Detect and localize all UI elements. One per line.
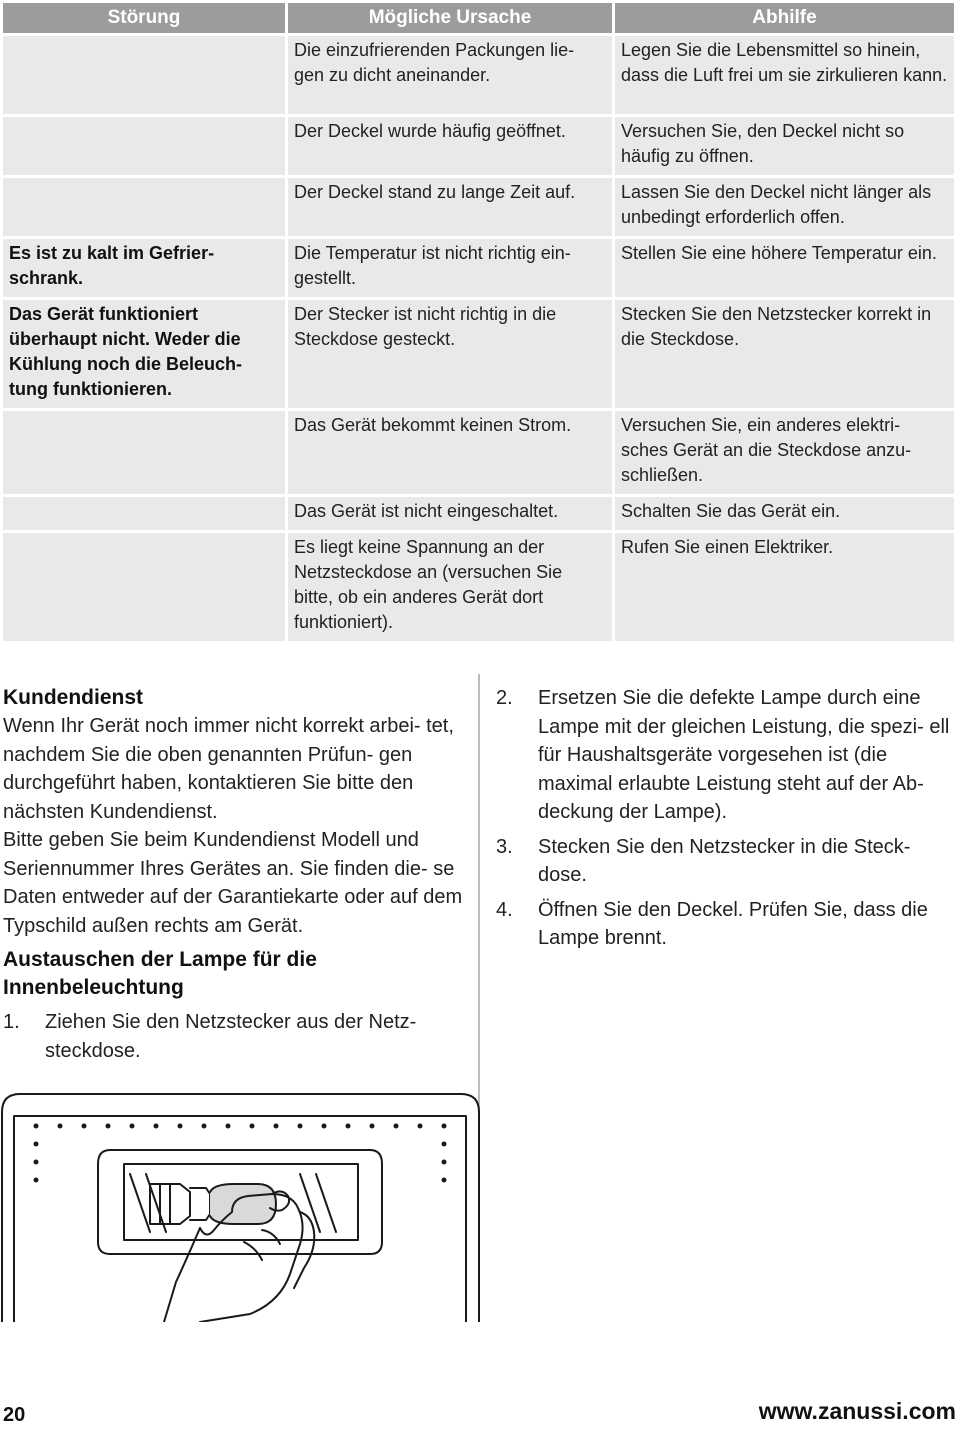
page-number: 20 [3, 1404, 26, 1426]
list-item-number: 2. [496, 687, 513, 709]
left-column [3, 684, 463, 1065]
list-item [496, 833, 956, 890]
cell-ursache: Die Temperatur ist nicht richtig ein- gestellt. [288, 239, 612, 297]
table-header-row [3, 3, 954, 33]
lampe-heading: Austauschen der Lampe für die Innenbeleuchtung [3, 948, 317, 999]
right-column [496, 684, 956, 959]
kundendienst-heading: Kundendienst [3, 686, 143, 709]
cell-ursache: Der Deckel stand zu lange Zeit auf. [288, 178, 612, 236]
cell-ursache: Das Gerät bekommt keinen Strom. [288, 411, 612, 494]
cell-stoerung: Es ist zu kalt im Gefrier- schrank. [3, 239, 285, 297]
table-row [3, 239, 954, 297]
cell-stoerung [3, 117, 285, 175]
cell-abhilfe: Stellen Sie eine höhere Temperatur ein. [615, 239, 954, 297]
cell-stoerung [3, 411, 285, 494]
cell-abhilfe: Rufen Sie einen Elektriker. [615, 533, 954, 641]
list-item-text: Ersetzen Sie die defekte Lampe durch eine Lampe mit der gleichen Leistung, die spezi- ell für Haushaltsgeräte vorgesehen ist (die maximal erlaubte Leistung steht auf der Ab- deckung der Lampe). [538, 687, 950, 823]
cell-ursache: Es liegt keine Spannung an der Netzsteckdose an (versuchen Sie bitte, ob ein anderes Gerät dort funktioniert). [288, 533, 612, 641]
cell-stoerung [3, 178, 285, 236]
list-item-number: 1. [3, 1011, 20, 1033]
table-row [3, 300, 954, 408]
list-item [3, 1008, 463, 1065]
cell-ursache: Das Gerät ist nicht eingeschaltet. [288, 497, 612, 530]
list-item-text: Stecken Sie den Netzstecker in die Steck- dose. [538, 835, 911, 886]
table-row [3, 117, 954, 175]
table-row [3, 411, 954, 494]
table-row [3, 178, 954, 236]
table-row [3, 36, 954, 114]
header-ursache: Mögliche Ursache [288, 3, 612, 33]
cell-stoerung [3, 36, 285, 114]
list-item [496, 896, 956, 953]
cell-abhilfe: Legen Sie die Lebensmittel so hinein, dass die Luft frei um sie zirkulieren kann. [615, 36, 954, 114]
cell-abhilfe: Schalten Sie das Gerät ein. [615, 497, 954, 530]
list-item-text: Öffnen Sie den Deckel. Prüfen Sie, dass die Lampe brennt. [538, 898, 928, 949]
lamp-replacement-illustration [0, 1092, 960, 1322]
header-stoerung: Störung [3, 3, 285, 33]
troubleshooting-table [0, 0, 957, 644]
list-item [496, 684, 956, 827]
cell-ursache: Der Deckel wurde häufig geöffnet. [288, 117, 612, 175]
list-item-text: Ziehen Sie den Netzstecker aus der Netz- steckdose. [45, 1011, 417, 1062]
cell-abhilfe: Stecken Sie den Netzstecker korrekt in die Steckdose. [615, 300, 954, 408]
website-url: www.zanussi.com [758, 1398, 956, 1424]
table-row [3, 533, 954, 641]
cell-stoerung: Das Gerät funktioniert überhaupt nicht. Weder die Kühlung noch die Beleuch- tung funktionieren. [3, 300, 285, 408]
list-item-number: 3. [496, 835, 513, 858]
cell-ursache: Die einzufrierenden Packungen lie- gen zu dicht aneinander. [288, 36, 612, 114]
cell-stoerung [3, 533, 285, 641]
cell-ursache: Der Stecker ist nicht richtig in die Steckdose gesteckt. [288, 300, 612, 408]
table-row [3, 497, 954, 530]
cell-abhilfe: Versuchen Sie, ein anderes elektri- sches Gerät an die Steckdose anzu- schließen. [615, 411, 954, 494]
header-abhilfe: Abhilfe [615, 3, 954, 33]
cell-abhilfe: Versuchen Sie, den Deckel nicht so häufig zu öffnen. [615, 117, 954, 175]
kundendienst-paragraph-1: Wenn Ihr Gerät noch immer nicht korrekt arbei- tet, nachdem Sie die oben genannten Prüfun- gen durchgeführt haben, kontaktieren Sie bitte den nächsten Kundendienst. [3, 715, 454, 823]
cell-abhilfe: Lassen Sie den Deckel nicht länger als unbedingt erforderlich offen. [615, 178, 954, 236]
list-item-number: 4. [496, 898, 513, 921]
cell-stoerung [3, 497, 285, 530]
kundendienst-paragraph-2: Bitte geben Sie beim Kundendienst Modell und Seriennummer Ihres Gerätes an. Sie finden die- se Daten entweder auf der Garantiekarte oder auf dem Typschild außen rechts am Gerät. [3, 829, 463, 937]
